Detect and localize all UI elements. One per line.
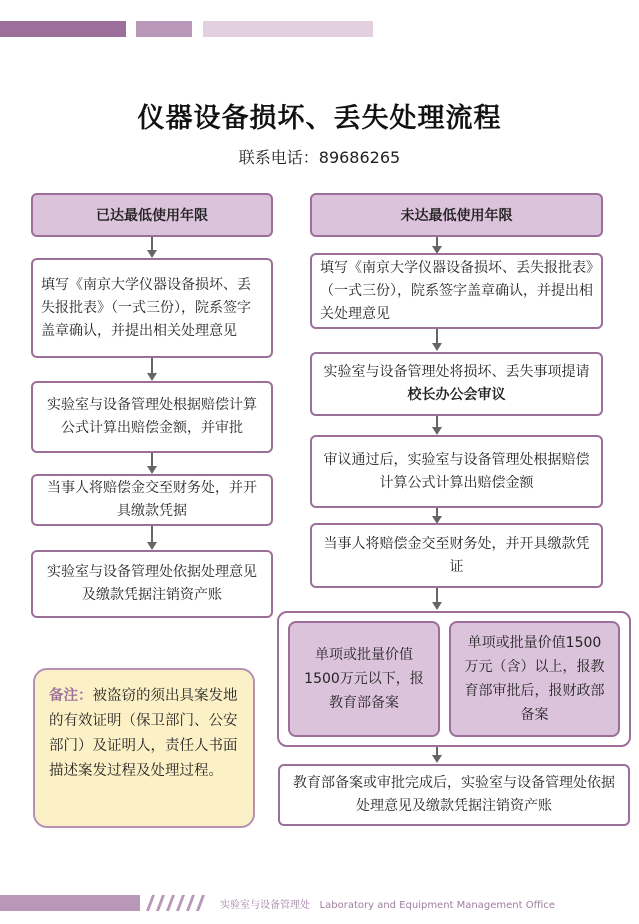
arrow-icon xyxy=(432,343,442,351)
right-step-2 xyxy=(310,352,603,416)
footer-stripes xyxy=(0,895,215,911)
note-box xyxy=(33,668,255,828)
connector xyxy=(436,329,438,344)
top-bar-dark xyxy=(0,21,126,37)
connector xyxy=(151,526,153,543)
right-header: 未达最低使用年限 xyxy=(310,193,603,237)
left-header: 已达最低使用年限 xyxy=(31,193,273,237)
arrow-icon xyxy=(147,373,157,381)
branch-b xyxy=(449,621,620,737)
right-step-4 xyxy=(310,523,603,588)
connector xyxy=(436,588,438,603)
left-step-4-text: 实验室与设备管理处依据处理意见及缴款凭据注销资产账 xyxy=(47,564,257,603)
connector xyxy=(151,453,153,467)
right-final-step xyxy=(278,764,630,826)
left-step-3-text: 当事人将赔偿金交至财务处，并开具缴款凭据 xyxy=(47,480,257,519)
arrow-icon xyxy=(432,427,442,435)
branch-a xyxy=(288,621,440,737)
left-step-2 xyxy=(31,381,273,453)
branch-a-text: 单项或批量价值1500万元以下，报教育部备案 xyxy=(304,647,424,711)
right-step-3 xyxy=(310,435,603,508)
top-bar-light xyxy=(203,21,373,37)
top-bar-mid xyxy=(136,21,192,37)
right-step-1 xyxy=(310,253,603,329)
right-step-2-text xyxy=(320,361,593,407)
footer-org-cn: 实验室与设备管理处 xyxy=(220,900,310,911)
right-step-2-bold: 校长办公会审议 xyxy=(407,387,506,403)
left-step-3 xyxy=(31,474,273,526)
left-step-1-text: 填写《南京大学仪器设备损坏、丢失报批表》（一式三份），院系签字盖章确认，并提出相关处理意见 xyxy=(41,276,251,339)
arrow-icon xyxy=(147,250,157,258)
arrow-icon xyxy=(432,602,442,610)
connector xyxy=(151,358,153,374)
right-final-text: 教育部备案或审批完成后，实验室与设备管理处依据处理意见及缴款凭据注销资产账 xyxy=(293,775,615,814)
connector xyxy=(151,237,153,251)
arrow-icon xyxy=(147,466,157,474)
left-step-1 xyxy=(31,258,273,358)
note-label: 备注： xyxy=(49,688,93,704)
right-step-2-prefix: 实验室与设备管理处将损坏、丢失事项提请 xyxy=(323,364,590,380)
note-text: 被盗窃的须出具案发地的有效证明（保卫部门、公安部门）及证明人，责任人书面描述案发过程及处理过程。 xyxy=(49,688,238,779)
right-step-4-text: 当事人将赔偿金交至财务处，并开具缴款凭证 xyxy=(323,535,590,575)
left-step-2-text: 实验室与设备管理处根据赔偿计算公式计算出赔偿金额，并审批 xyxy=(47,397,257,436)
right-step-3-text: 审议通过后，实验室与设备管理处根据赔偿计算公式计算出赔偿金额 xyxy=(323,451,590,491)
footer-org-en: Laboratory and Equipment Management Office xyxy=(319,900,555,911)
right-step-1-text: 填写《南京大学仪器设备损坏、丢失报批表》（一式三份），院系签字盖章确认，并提出相关处理意见 xyxy=(320,259,593,322)
footer-org xyxy=(220,896,555,911)
arrow-icon xyxy=(147,542,157,550)
left-step-4 xyxy=(31,550,273,618)
arrow-icon xyxy=(432,755,442,763)
page-title: 仪器设备损坏、丢失处理流程 xyxy=(137,103,502,134)
contact-phone: 联系电话：89686265 xyxy=(238,148,401,167)
branch-b-text: 单项或批量价值1500万元（含）以上，报教育部审批后，报财政部备案 xyxy=(464,635,605,723)
